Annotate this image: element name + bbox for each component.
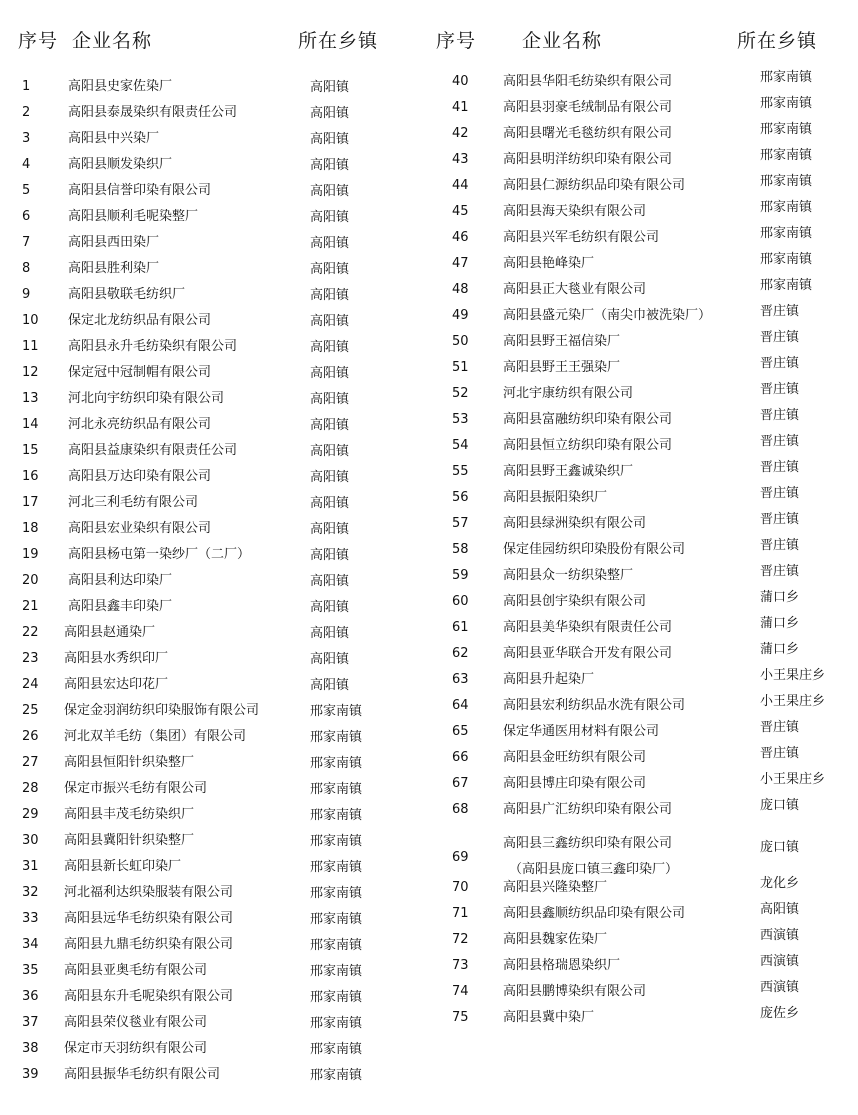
row-town: 小王果庄乡	[760, 668, 826, 683]
row-town: 邢家南镇	[310, 834, 363, 849]
row-seq: 36	[22, 989, 39, 1004]
row-company-name: 保定市振兴毛纺有限公司	[64, 781, 208, 796]
row-town: 晋庄镇	[760, 512, 800, 527]
row-town: 晋庄镇	[760, 304, 800, 319]
row-company-name: 高阳县艳峰染厂	[503, 256, 595, 271]
row-company-name: 高阳县鹏博染织有限公司	[503, 984, 647, 999]
row-town: 晋庄镇	[760, 408, 800, 423]
row-company-name: 高阳县东升毛呢染织有限公司	[64, 989, 234, 1004]
row-seq: 9	[22, 287, 31, 302]
row-seq: 63	[452, 672, 469, 687]
row-seq: 22	[22, 625, 39, 640]
row-seq: 46	[452, 230, 469, 245]
row-seq: 4	[22, 157, 31, 172]
row-town: 邢家南镇	[760, 278, 813, 293]
row-town: 高阳镇	[310, 574, 350, 589]
row-seq: 20	[22, 573, 39, 588]
row-town: 邢家南镇	[310, 1042, 363, 1057]
row-seq: 41	[452, 100, 469, 115]
row-company-name: 河北向宇纺织印染有限公司	[68, 391, 225, 406]
row-town: 邢家南镇	[310, 990, 363, 1005]
row-town: 蒲口乡	[760, 642, 800, 657]
row-town: 高阳镇	[760, 902, 800, 917]
row-company-name: 高阳县冀中染厂	[503, 1010, 595, 1025]
row-seq: 12	[22, 365, 39, 380]
row-town: 邢家南镇	[310, 1016, 363, 1031]
row-seq: 47	[452, 256, 469, 271]
row-company-name: 高阳县荣仪毯业有限公司	[64, 1015, 208, 1030]
row-company-name: 高阳县宏业染织有限公司	[68, 521, 212, 536]
row-town: 高阳镇	[310, 470, 350, 485]
row-seq: 10	[22, 313, 39, 328]
row-seq: 18	[22, 521, 39, 536]
row-company-name: 高阳县仁源纺织品印染有限公司	[503, 178, 686, 193]
row-seq: 64	[452, 698, 469, 713]
row-town: 高阳镇	[310, 106, 350, 121]
row-company-name: 高阳县宏利纺织品水洗有限公司	[503, 698, 686, 713]
row-seq: 70	[452, 880, 469, 895]
row-town: 西演镇	[760, 954, 800, 969]
row-town: 高阳镇	[310, 314, 350, 329]
row-company-name: 高阳县万达印染有限公司	[68, 469, 212, 484]
row-seq: 27	[22, 755, 39, 770]
row-company-name: 高阳县信誉印染有限公司	[68, 183, 212, 198]
row-company-name: 高阳县宏达印花厂	[64, 677, 169, 692]
row-seq: 16	[22, 469, 39, 484]
row-seq: 5	[22, 183, 31, 198]
row-town: 邢家南镇	[310, 938, 363, 953]
row-seq: 26	[22, 729, 39, 744]
row-seq: 56	[452, 490, 469, 505]
row-company-name: 保定冠中冠制帽有限公司	[68, 365, 212, 380]
row-town: 邢家南镇	[760, 226, 813, 241]
row-town: 邢家南镇	[760, 70, 813, 85]
row-seq: 67	[452, 776, 469, 791]
row-town: 邢家南镇	[310, 782, 363, 797]
row-seq: 44	[452, 178, 469, 193]
row-company-name: 高阳县升起染厂	[503, 672, 595, 687]
row-seq: 66	[452, 750, 469, 765]
row-company-name: 高阳县顺发染织厂	[68, 157, 173, 172]
row-town: 庞口镇	[760, 840, 800, 855]
row-town: 晋庄镇	[760, 330, 800, 345]
row-town: 高阳镇	[310, 600, 350, 615]
row-town: 小王果庄乡	[760, 772, 826, 787]
row-town: 邢家南镇	[310, 730, 363, 745]
row-town: 高阳镇	[310, 678, 350, 693]
row-town: 高阳镇	[310, 366, 350, 381]
row-company-name: 高阳县恒阳针织染整厂	[64, 755, 195, 770]
row-town: 高阳镇	[310, 158, 350, 173]
header-name-left: 企业名称	[72, 30, 153, 52]
row-seq: 50	[452, 334, 469, 349]
row-town: 邢家南镇	[760, 96, 813, 111]
row-seq: 73	[452, 958, 469, 973]
row-town: 高阳镇	[310, 236, 350, 251]
header-seq-left: 序号	[18, 30, 59, 52]
row-company-name: 高阳县胜利染厂	[68, 261, 160, 276]
row-seq: 37	[22, 1015, 39, 1030]
row-company-name: 高阳县金旺纺织有限公司	[503, 750, 647, 765]
row-town: 邢家南镇	[310, 808, 363, 823]
row-seq: 38	[22, 1041, 39, 1056]
row-company-name: 河北宇康纺织有限公司	[503, 386, 634, 401]
row-town: 邢家南镇	[310, 964, 363, 979]
row-town: 晋庄镇	[760, 720, 800, 735]
row-company-name: 保定佳园纺织印染股份有限公司	[503, 542, 686, 557]
row-company-name: 高阳县羽豪毛绒制品有限公司	[503, 100, 673, 115]
row-town: 晋庄镇	[760, 460, 800, 475]
row-company-name: 高阳县新长虹印染厂	[64, 859, 182, 874]
row-town: 蒲口乡	[760, 616, 800, 631]
row-seq: 8	[22, 261, 31, 276]
row-company-name: 高阳县顺利毛呢染整厂	[68, 209, 199, 224]
row-town: 西演镇	[760, 980, 800, 995]
row-town: 晋庄镇	[760, 382, 800, 397]
row-seq: 49	[452, 308, 469, 323]
row-seq: 1	[22, 79, 31, 94]
row-town: 高阳镇	[310, 626, 350, 641]
row-company-name: 保定北龙纺织品有限公司	[68, 313, 212, 328]
row-town: 高阳镇	[310, 652, 350, 667]
row-company-name: 高阳县盛元染厂（南尖巾被洗染厂）	[503, 308, 712, 323]
row-company-name: 高阳县赵通染厂	[64, 625, 156, 640]
row-company-name: 保定市天羽纺织有限公司	[64, 1041, 208, 1056]
row-town: 邢家南镇	[760, 174, 813, 189]
row-town: 邢家南镇	[310, 886, 363, 901]
row-seq: 13	[22, 391, 39, 406]
row-seq: 53	[452, 412, 469, 427]
row-seq: 28	[22, 781, 39, 796]
row-company-name: 高阳县绿洲染织有限公司	[503, 516, 647, 531]
row-seq: 33	[22, 911, 39, 926]
row-seq: 2	[22, 105, 31, 120]
row-town: 高阳镇	[310, 522, 350, 537]
row-seq: 3	[22, 131, 31, 146]
row-seq: 71	[452, 906, 469, 921]
row-company-name: 高阳县鑫丰印染厂	[68, 599, 173, 614]
row-company-name: 高阳县振阳染织厂	[503, 490, 608, 505]
row-company-name: 高阳县华阳毛纺染织有限公司	[503, 74, 673, 89]
row-company-name: 高阳县众一纺织染整厂	[503, 568, 634, 583]
row-seq: 48	[452, 282, 469, 297]
row-seq: 7	[22, 235, 31, 250]
row-company-name: 高阳县野王王强染厂	[503, 360, 621, 375]
row-company-name: 高阳县恒立纺织印染有限公司	[503, 438, 673, 453]
row-town: 庞口镇	[760, 798, 800, 813]
row-company-name: 高阳县益康染织有限责任公司	[68, 443, 238, 458]
row-seq: 43	[452, 152, 469, 167]
row-seq: 61	[452, 620, 469, 635]
row-town: 晋庄镇	[760, 434, 800, 449]
row-town: 蒲口乡	[760, 590, 800, 605]
row-seq: 35	[22, 963, 39, 978]
row-company-name: 高阳县美华染织有限责任公司	[503, 620, 673, 635]
row-company-name: 高阳县振华毛纺织有限公司	[64, 1067, 221, 1082]
row-company-name: 高阳县野王鑫诚染织厂	[503, 464, 634, 479]
row-seq: 72	[452, 932, 469, 947]
row-seq: 21	[22, 599, 39, 614]
row-town: 邢家南镇	[760, 200, 813, 215]
row-company-name: 高阳县利达印染厂	[68, 573, 173, 588]
row-seq: 24	[22, 677, 39, 692]
row-town: 邢家南镇	[760, 148, 813, 163]
row-company-name: 高阳县魏家佐染厂	[503, 932, 608, 947]
row-seq: 19	[22, 547, 39, 562]
row-seq: 6	[22, 209, 31, 224]
row-company-name: 高阳县西田染厂	[68, 235, 160, 250]
row-town: 晋庄镇	[760, 486, 800, 501]
header-town-right: 所在乡镇	[737, 30, 818, 52]
row-seq: 52	[452, 386, 469, 401]
row-seq: 69	[452, 850, 469, 865]
row-town: 龙化乡	[760, 876, 800, 891]
row-town: 高阳镇	[310, 418, 350, 433]
row-town: 邢家南镇	[310, 912, 363, 927]
row-town: 高阳镇	[310, 80, 350, 95]
header-town-left: 所在乡镇	[298, 30, 379, 52]
row-company-name: 高阳县野王福信染厂	[503, 334, 621, 349]
row-company-name: 高阳县泰晟染织有限责任公司	[68, 105, 238, 120]
row-town: 邢家南镇	[760, 252, 813, 267]
row-town: 邢家南镇	[310, 860, 363, 875]
row-town: 高阳镇	[310, 262, 350, 277]
row-seq: 55	[452, 464, 469, 479]
row-seq: 74	[452, 984, 469, 999]
header-seq-right: 序号	[436, 30, 477, 52]
row-town: 高阳镇	[310, 444, 350, 459]
row-town: 邢家南镇	[310, 756, 363, 771]
row-town: 邢家南镇	[310, 704, 363, 719]
row-town: 晋庄镇	[760, 356, 800, 371]
row-town: 西演镇	[760, 928, 800, 943]
row-company-name: 高阳县海天染织有限公司	[503, 204, 647, 219]
row-company-name: 高阳县冀阳针织染整厂	[64, 833, 195, 848]
row-town: 高阳镇	[310, 340, 350, 355]
row-seq: 54	[452, 438, 469, 453]
row-company-name: 高阳县富融纺织印染有限公司	[503, 412, 673, 427]
row-company-name: 高阳县正大毯业有限公司	[503, 282, 647, 297]
row-company-name: 河北双羊毛纺（集团）有限公司	[64, 729, 247, 744]
row-company-name: 高阳县鑫顺纺织品印染有限公司	[503, 906, 686, 921]
row-seq: 14	[22, 417, 39, 432]
row-company-name: 高阳县博庄印染有限公司	[503, 776, 647, 791]
row-town: 小王果庄乡	[760, 694, 826, 709]
row-town: 高阳镇	[310, 392, 350, 407]
row-seq: 32	[22, 885, 39, 900]
row-seq: 17	[22, 495, 39, 510]
row-town: 晋庄镇	[760, 564, 800, 579]
row-company-name: 高阳县杨屯第一染纱厂（二厂）	[68, 547, 251, 562]
row-company-name: 高阳县远华毛纺织染有限公司	[64, 911, 234, 926]
row-company-name: 高阳县兴隆染整厂	[503, 880, 608, 895]
row-seq: 30	[22, 833, 39, 848]
row-town: 庞佐乡	[760, 1006, 800, 1021]
row-company-name: 高阳县格瑞恩染织厂	[503, 958, 621, 973]
row-seq: 57	[452, 516, 469, 531]
row-seq: 58	[452, 542, 469, 557]
row-seq: 68	[452, 802, 469, 817]
row-company-name: 高阳县广汇纺织印染有限公司	[503, 802, 673, 817]
row-company-name: 高阳县兴军毛纺织有限公司	[503, 230, 660, 245]
row-seq: 34	[22, 937, 39, 952]
row-company-name: 高阳县亚华联合开发有限公司	[503, 646, 673, 661]
row-town: 高阳镇	[310, 184, 350, 199]
row-town: 高阳镇	[310, 548, 350, 563]
row-company-name: 高阳县丰茂毛纺染织厂	[64, 807, 195, 822]
row-seq: 15	[22, 443, 39, 458]
row-company-name: 高阳县水秀织印厂	[64, 651, 169, 666]
row-company-name: 高阳县亚奥毛纺有限公司	[64, 963, 208, 978]
row-town: 晋庄镇	[760, 538, 800, 553]
row-seq: 29	[22, 807, 39, 822]
row-seq: 45	[452, 204, 469, 219]
row-seq: 75	[452, 1010, 469, 1025]
row-company-name: 高阳县中兴染厂	[68, 131, 160, 146]
row-company-name: 高阳县三鑫纺织印染有限公司	[503, 836, 673, 851]
row-company-name: 保定金羽润纺织印染服饰有限公司	[64, 703, 260, 718]
row-company-name: 高阳县永升毛纺染织有限公司	[68, 339, 238, 354]
row-company-name-alt: （高阳县庞口镇三鑫印染厂）	[509, 862, 679, 877]
row-town: 高阳镇	[310, 210, 350, 225]
row-company-name: 高阳县创宇染织有限公司	[503, 594, 647, 609]
row-seq: 40	[452, 74, 469, 89]
row-seq: 60	[452, 594, 469, 609]
row-seq: 39	[22, 1067, 39, 1082]
row-company-name: 高阳县明洋纺织印染有限公司	[503, 152, 673, 167]
header-name-right: 企业名称	[522, 30, 603, 52]
row-company-name: 河北三利毛纺有限公司	[68, 495, 199, 510]
row-town: 高阳镇	[310, 496, 350, 511]
row-seq: 42	[452, 126, 469, 141]
row-seq: 59	[452, 568, 469, 583]
row-town: 邢家南镇	[310, 1068, 363, 1083]
row-town: 邢家南镇	[760, 122, 813, 137]
row-town: 高阳镇	[310, 132, 350, 147]
row-company-name: 河北福利达织染服装有限公司	[64, 885, 234, 900]
row-seq: 51	[452, 360, 469, 375]
row-town: 高阳镇	[310, 288, 350, 303]
row-company-name: 高阳县史家佐染厂	[68, 79, 173, 94]
row-company-name: 保定华通医用材料有限公司	[503, 724, 660, 739]
row-seq: 31	[22, 859, 39, 874]
row-company-name: 高阳县九鼎毛纺织染有限公司	[64, 937, 234, 952]
row-company-name: 河北永亮纺织品有限公司	[68, 417, 212, 432]
row-seq: 23	[22, 651, 39, 666]
row-company-name: 高阳县曙光毛毯纺织有限公司	[503, 126, 673, 141]
row-seq: 62	[452, 646, 469, 661]
row-seq: 65	[452, 724, 469, 739]
row-seq: 25	[22, 703, 39, 718]
row-seq: 11	[22, 339, 39, 354]
row-town: 晋庄镇	[760, 746, 800, 761]
row-company-name: 高阳县敬联毛纺织厂	[68, 287, 186, 302]
